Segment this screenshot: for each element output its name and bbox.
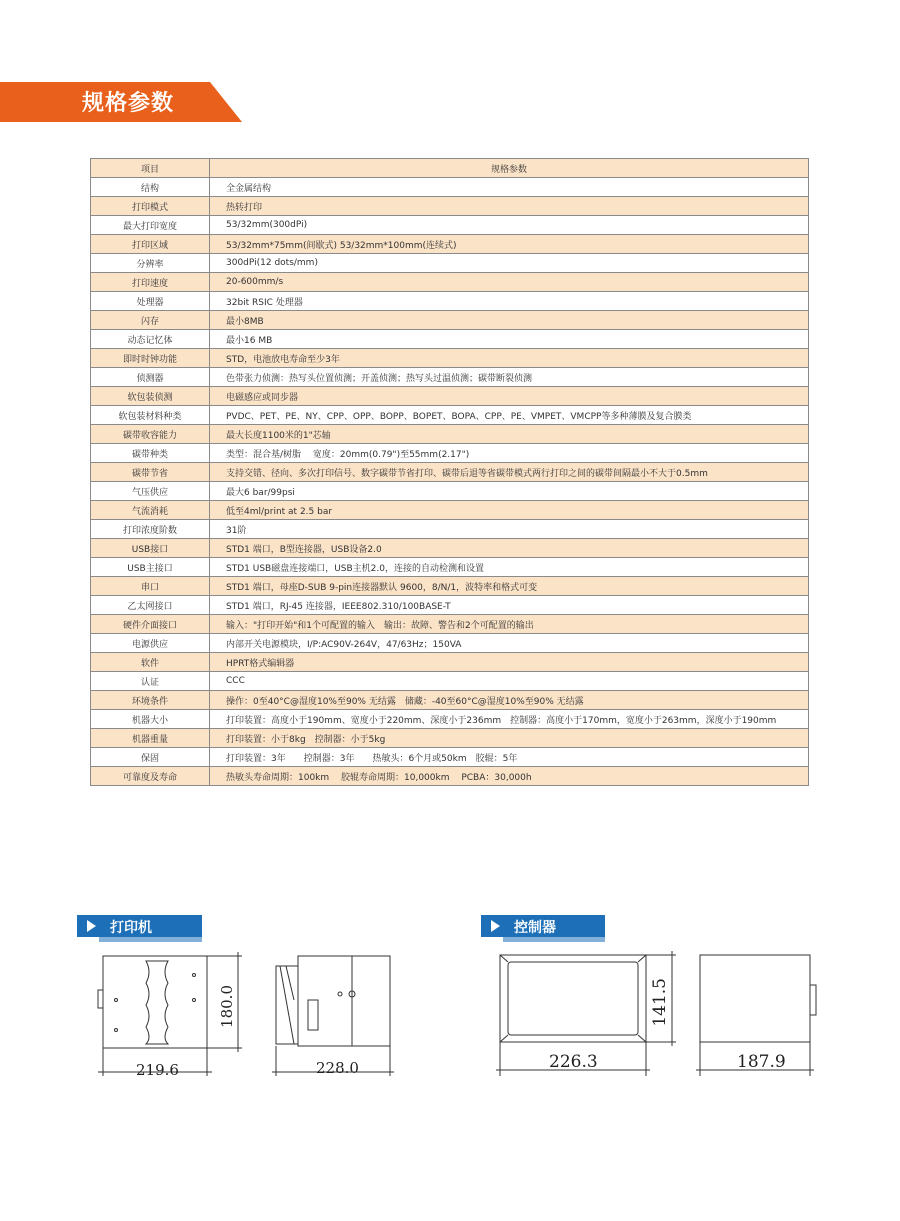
spec-value-cell: HPRT格式编辑器 <box>210 653 809 672</box>
spec-item-cell: USB主接口 <box>91 558 210 577</box>
spec-value-cell: STD，电池放电寿命至少3年 <box>210 349 809 368</box>
spec-value-cell: 32bit RSIC 处理器 <box>210 292 809 311</box>
spec-value-cell: PVDC、PET、PE、NY、CPP、OPP、BOPP、BOPET、BOPA、CPP、PE、VMPET、VMCPP等多种薄膜及复合膜类 <box>210 406 809 425</box>
spec-item-cell: 认证 <box>91 672 210 691</box>
column-header-spec: 规格参数 <box>210 159 809 178</box>
spec-item-cell: 碳带节省 <box>91 463 210 482</box>
printer-side-drawing <box>272 956 394 1076</box>
spec-value-cell: CCC <box>210 672 809 691</box>
spec-item-cell: 动态记忆体 <box>91 330 210 349</box>
spec-value-cell: 300dPi(12 dots/mm) <box>210 254 809 273</box>
spec-value-cell: 热敏头寿命周期：100km 胶辊寿命周期：10,000km PCBA：30,000h <box>210 767 809 786</box>
spec-value-cell: 类型：混合基/树脂 宽度：20mm(0.79")至55mm(2.17") <box>210 444 809 463</box>
spec-item-cell: 打印速度 <box>91 273 210 292</box>
spec-value-cell: STD1 USB磁盘连接端口，USB主机2.0，连接的自动检测和设置 <box>210 558 809 577</box>
spec-item-cell: 打印浓度阶数 <box>91 520 210 539</box>
spec-value-cell: 53/32mm(300dPi) <box>210 216 809 235</box>
spec-item-cell: 软包装材料种类 <box>91 406 210 425</box>
spec-item-cell: 乙太网接口 <box>91 596 210 615</box>
spec-value-cell: 最大6 bar/99psi <box>210 482 809 501</box>
printer-section-label: 打印机 <box>110 920 152 936</box>
spec-item-cell: 碳带收容能力 <box>91 425 210 444</box>
spec-value-cell: 最小8MB <box>210 311 809 330</box>
page-title: 规格参数 <box>82 91 175 116</box>
controller-section-label: 控制器 <box>514 920 556 936</box>
spec-value-cell: 电磁感应或同步器 <box>210 387 809 406</box>
controller-depth-dimension: 187.9 <box>737 1052 786 1072</box>
spec-value-cell: 热转打印 <box>210 197 809 216</box>
spec-value-cell: 53/32mm*75mm(间歇式) 53/32mm*100mm(连续式) <box>210 235 809 254</box>
printer-width-dimension: 219.6 <box>136 1061 179 1079</box>
spec-value-cell: 打印装置：3年 控制器：3年 热敏头：6个月或50km 胶辊：5年 <box>210 748 809 767</box>
spec-item-cell: 打印区域 <box>91 235 210 254</box>
column-header-item: 项目 <box>91 159 210 178</box>
spec-value-cell: 打印装置：小于8kg 控制器：小于5kg <box>210 729 809 748</box>
spec-item-cell: 气流消耗 <box>91 501 210 520</box>
spec-value-cell: 内部开关电源模块，I/P:AC90V-264V，47/63Hz；150VA <box>210 634 809 653</box>
spec-value-cell: 色带张力侦测：热写头位置侦测；开盖侦测；热写头过温侦测；碳带断裂侦测 <box>210 368 809 387</box>
spec-item-cell: 电源供应 <box>91 634 210 653</box>
spec-value-cell: 打印装置：高度小于190mm、宽度小于220mm、深度小于236mm 控制器：高度小于170mm，宽度小于263mm，深度小于190mm <box>210 710 809 729</box>
spec-item-cell: 最大打印宽度 <box>91 216 210 235</box>
spec-item-cell: 侦测器 <box>91 368 210 387</box>
spec-value-cell: 最大长度1100米的1"芯轴 <box>210 425 809 444</box>
spec-item-cell: 保固 <box>91 748 210 767</box>
spec-value-cell: 全金属结构 <box>210 178 809 197</box>
spec-item-cell: 软件 <box>91 653 210 672</box>
spec-value-cell: 最小16 MB <box>210 330 809 349</box>
printer-depth-dimension: 228.0 <box>316 1059 359 1077</box>
spec-item-cell: 打印模式 <box>91 197 210 216</box>
printer-height-dimension: 180.0 <box>218 985 236 1028</box>
spec-item-cell: 软包装侦测 <box>91 387 210 406</box>
spec-item-cell: 闪存 <box>91 311 210 330</box>
spec-value-cell: 支持交错、径向、多次打印信号、数字碳带节省打印、碳带后退等省碳带模式两行打印之间的碳带间隔最小不大于0.5mm <box>210 463 809 482</box>
spec-item-cell: 硬件介面接口 <box>91 615 210 634</box>
spec-item-cell: 可靠度及寿命 <box>91 767 210 786</box>
spec-item-cell: 气压供应 <box>91 482 210 501</box>
spec-item-cell: USB接口 <box>91 539 210 558</box>
spec-item-cell: 即时时钟功能 <box>91 349 210 368</box>
spec-value-cell: 低至4ml/print at 2.5 bar <box>210 501 809 520</box>
spec-item-cell: 结构 <box>91 178 210 197</box>
controller-width-dimension: 226.3 <box>549 1052 598 1072</box>
spec-value-cell: 输入："打印开始"和1个可配置的输入 输出：故障、警告和2个可配置的输出 <box>210 615 809 634</box>
spec-item-cell: 处理器 <box>91 292 210 311</box>
spec-value-cell: 20-600mm/s <box>210 273 809 292</box>
spec-item-cell: 碳带种类 <box>91 444 210 463</box>
controller-height-dimension: 141.5 <box>650 978 670 1027</box>
spec-item-cell: 分辨率 <box>91 254 210 273</box>
spec-value-cell: 操作：0至40°C@湿度10%至90% 无结露 储藏：-40至60°C@湿度10%至90% 无结露 <box>210 691 809 710</box>
spec-item-cell: 机器重量 <box>91 729 210 748</box>
spec-value-cell: 31阶 <box>210 520 809 539</box>
spec-item-cell: 环境条件 <box>91 691 210 710</box>
spec-item-cell: 串口 <box>91 577 210 596</box>
spec-value-cell: STD1 端口，母座D-SUB 9-pin连接器默认 9600，8/N/1，波特率和格式可变 <box>210 577 809 596</box>
spec-value-cell: STD1 端口，B型连接器，USB设备2.0 <box>210 539 809 558</box>
spec-item-cell: 机器大小 <box>91 710 210 729</box>
spec-value-cell: STD1 端口，RJ-45 连接器，IEEE802.310/100BASE-T <box>210 596 809 615</box>
